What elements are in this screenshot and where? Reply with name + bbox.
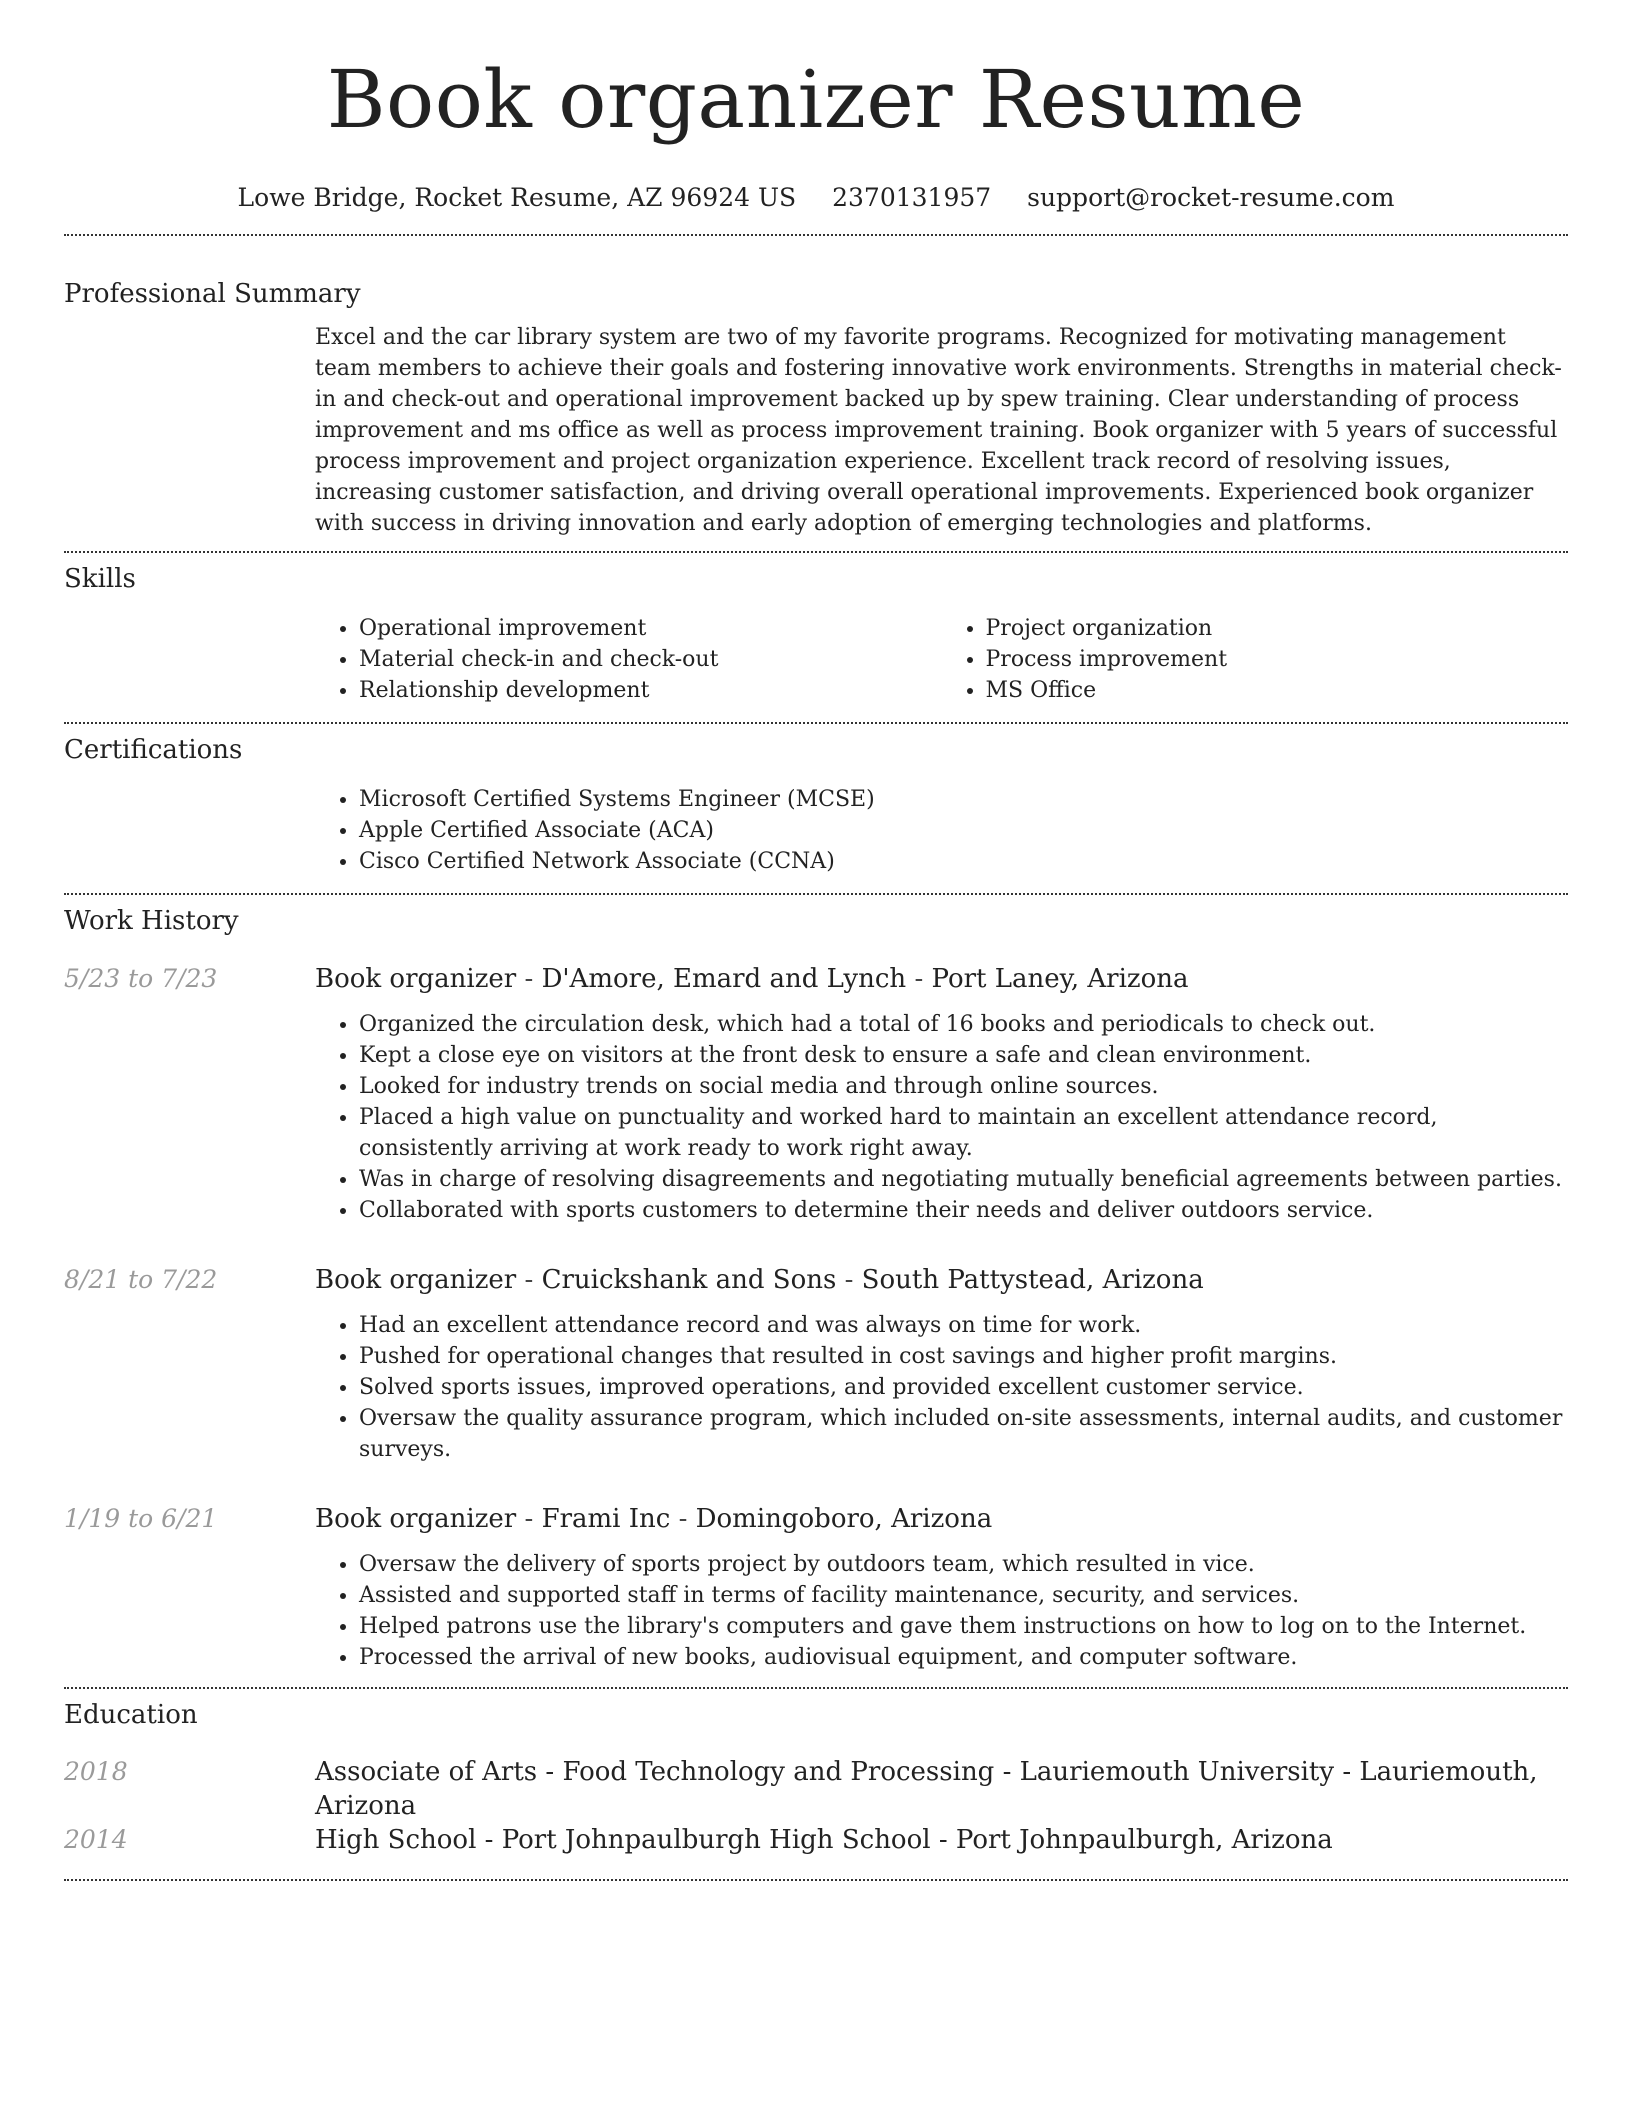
job-heading: Book organizer - D'Amore, Emard and Lynch - Port Laney, Arizona [315,964,1189,994]
job-dates: 1/19 to 6/21 [64,1504,218,1533]
education-year: 2018 [64,1757,128,1786]
list-item: • Microsoft Certified Systems Engineer (MCSE) [359,784,1568,815]
job-entry [64,1264,1568,1465]
list-item: • Relationship development [359,675,942,706]
list-item: • MS Office [986,675,1569,706]
job-location: Domingoboro, Arizona [695,1504,993,1534]
summary-text: Excel and the car library system are two of my favorite programs. Recognized for motivating management team members to achieve their goals and fostering innovative work environments. Strengths in material check-in and check-out and operational improvement backed up by spew training. Clear understanding of process improvement and ms office as well as process improvement training. Book organizer with 5 years of successful process improvement and project organization experience. Excellent track record of resolving issues, increasing customer satisfaction, and driving overall operational improvements. Experienced book organizer with success in driving innovation and early adoption of emerging technologies and platforms. [315,325,1562,536]
list-item: • Apple Certified Associate (ACA) [359,815,1568,846]
education-text: High School - Port Johnpaulburgh High School - Port Johnpaulburgh, Arizona [315,1825,1333,1855]
list-item: • Was in charge of resolving disagreements and negotiating mutually beneficial agreements between parties. [359,1164,1568,1195]
list-item: • Process improvement [986,644,1569,675]
list-item: • Oversaw the quality assurance program, which included on-site assessments, internal audits, and customer surveys. [359,1403,1568,1465]
list-item: • Operational improvement [359,613,942,644]
education-entry [64,1755,1568,1821]
list-item: • Processed the arrival of new books, audiovisual equipment, and computer software. [359,1642,1568,1673]
education-text: Associate of Arts - Food Technology and Processing - Lauriemouth University - Lauriemouth, Arizona [315,1757,1538,1821]
job-employer: Cruickshank and Sons [541,1265,837,1295]
list-item: • Organized the circulation desk, which had a total of 16 books and periodicals to check out. [359,1009,1568,1040]
job-employer: Frami Inc [541,1504,671,1534]
work-heading: Work History [64,906,239,936]
job-location: Port Laney, Arizona [931,964,1189,994]
job-bullets [315,1009,1568,1226]
summary-section [64,236,1568,539]
list-item: • Oversaw the delivery of sports project by outdoors team, which resulted in vice. [359,1549,1568,1580]
work-section [64,895,1568,1673]
job-heading: Book organizer - Cruickshank and Sons - South Pattystead, Arizona [315,1265,1204,1295]
job-entry [64,1503,1568,1673]
list-item: • Kept a close eye on visitors at the front desk to ensure a safe and clean environment. [359,1040,1568,1071]
divider [64,1879,1568,1881]
contact-address: Lowe Bridge, Rocket Resume, AZ 96924 US [237,183,797,212]
job-title: Book organizer [315,1265,517,1295]
list-item: • Material check-in and check-out [359,644,942,675]
list-item: • Placed a high value on punctuality and worked hard to maintain an excellent attendance record, consistently arriving at work ready to work right away. [359,1102,1568,1164]
education-year: 2014 [64,1825,128,1854]
list-item: • Had an excellent attendance record and was always on time for work. [359,1310,1568,1341]
list-item: • Cisco Certified Network Associate (CCNA) [359,846,1568,877]
job-dates: 8/21 to 7/22 [64,1265,218,1294]
certifications-section [64,724,1568,877]
job-title: Book organizer [315,964,517,994]
skills-heading: Skills [64,564,136,594]
skills-list-left [315,613,942,706]
job-title: Book organizer [315,1504,517,1534]
list-item: • Project organization [986,613,1569,644]
list-item: • Looked for industry trends on social media and through online sources. [359,1071,1568,1102]
list-item: • Pushed for operational changes that resulted in cost savings and higher profit margins. [359,1341,1568,1372]
list-item: • Assisted and supported staff in terms of facility maintenance, security, and services. [359,1580,1568,1611]
contact-phone: 2370131957 [832,183,992,212]
job-bullets [315,1549,1568,1673]
list-item: • Collaborated with sports customers to determine their needs and deliver outdoors service. [359,1195,1568,1226]
page-title: Book organizer Resume [326,53,1306,146]
certifications-heading: Certifications [64,735,243,765]
job-heading: Book organizer - Frami Inc - Domingoboro, Arizona [315,1504,993,1534]
summary-heading: Professional Summary [64,279,361,309]
contact-line [64,182,1568,214]
job-entry [64,963,1568,1226]
job-location: South Pattystead, Arizona [861,1265,1204,1295]
education-heading: Education [64,1700,198,1730]
list-item: • Solved sports issues, improved operations, and provided excellent customer service. [359,1372,1568,1403]
education-entry [64,1823,1568,1859]
job-bullets [315,1310,1568,1465]
education-section [64,1689,1568,1859]
list-item: • Helped patrons use the library's computers and gave them instructions on how to log on to the Internet. [359,1611,1568,1642]
skills-list-right [942,613,1569,706]
resume-page [64,0,1568,1881]
contact-email: support@rocket-resume.com [1027,183,1395,212]
skills-section [64,553,1568,706]
certifications-list [315,784,1568,877]
job-dates: 5/23 to 7/23 [64,964,218,993]
job-employer: D'Amore, Emard and Lynch [541,964,907,994]
